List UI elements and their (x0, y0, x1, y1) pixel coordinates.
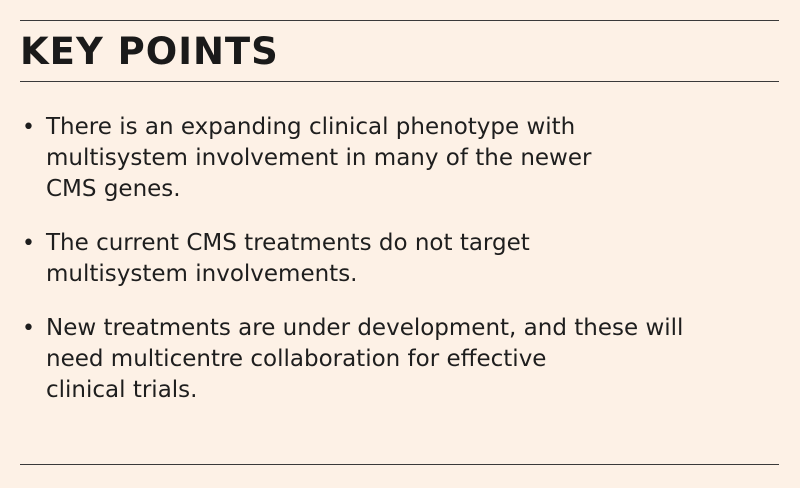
bullet-icon: • (22, 231, 35, 256)
key-point-item (22, 112, 782, 205)
key-points-heading: KEY POINTS (20, 30, 279, 73)
bullet-icon: • (22, 316, 35, 341)
key-point-text: The current CMS treatments do not target multisystem involvements. (46, 230, 530, 287)
key-points-list (22, 112, 782, 429)
key-point-text: New treatments are under development, and these will need multicentre collaboration for effective clinical trials. (46, 315, 684, 403)
bottom-rule (20, 464, 779, 465)
bullet-icon: • (22, 115, 35, 140)
key-point-item (22, 313, 782, 406)
key-point-item (22, 228, 782, 290)
key-point-text: There is an expanding clinical phenotype with multisystem involvement in many of the newer CMS genes. (46, 114, 592, 202)
heading-rule (20, 81, 779, 82)
top-rule (20, 20, 779, 21)
